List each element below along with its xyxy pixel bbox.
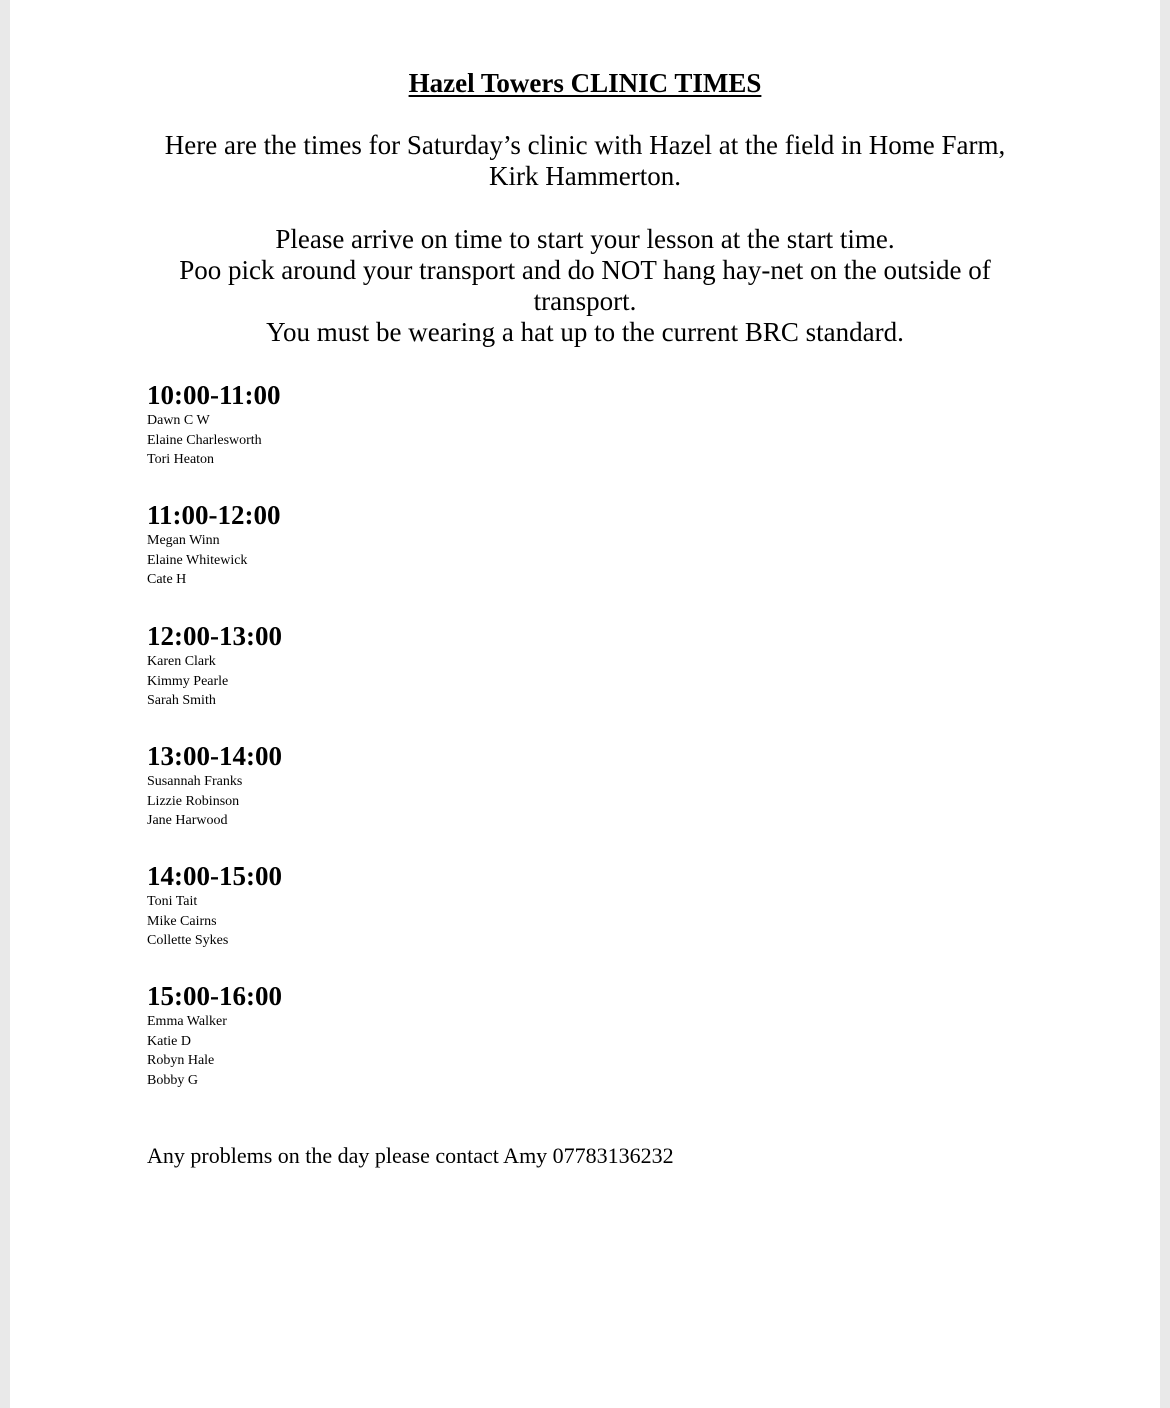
slot-name-list <box>147 772 282 831</box>
slot-name-list <box>147 1012 282 1090</box>
rider-name: Karen Clark <box>147 654 216 669</box>
rider-name: Dawn C W <box>147 413 210 428</box>
slot-name-list <box>147 411 280 470</box>
rider-name: Bobby G <box>147 1072 198 1088</box>
slot-time-heading: 13:00-14:00 <box>147 741 282 771</box>
slot-time-heading: 10:00-11:00 <box>147 380 281 410</box>
rider-name: Robyn Hale <box>147 1053 215 1069</box>
time-slot <box>147 741 282 831</box>
rider-name: Elaine Charlesworth <box>147 432 262 448</box>
intro-line: Here are the times for Saturday’s clinic with Hazel at the field in Home Farm, <box>164 130 1006 160</box>
slot-time-heading: 11:00-12:00 <box>147 500 281 530</box>
document-title: Hazel Towers CLINIC TIMES <box>408 68 762 98</box>
rider-name: Susannah Franks <box>147 774 243 789</box>
rider-name: Mike Cairns <box>147 913 217 929</box>
time-slot <box>147 500 280 590</box>
slot-time-heading: 14:00-15:00 <box>147 861 282 891</box>
rider-name: Tori Heaton <box>147 452 215 468</box>
rider-name: Katie D <box>147 1033 191 1049</box>
slot-name-list <box>147 652 282 711</box>
rider-name: Toni Tait <box>147 894 198 909</box>
intro-line: Kirk Hammerton. <box>489 161 681 191</box>
slot-name-list <box>147 892 282 951</box>
slot-name-list <box>147 531 280 590</box>
rider-name: Lizzie Robinson <box>147 793 240 809</box>
slot-time-heading: 15:00-16:00 <box>147 981 282 1011</box>
rider-name: Sarah Smith <box>147 693 216 709</box>
rules-paragraph <box>0 224 1170 348</box>
contact-line: Any problems on the day please contact Amy 07783136232 <box>147 1143 674 1168</box>
rider-name: Jane Harwood <box>147 813 228 829</box>
rider-name: Emma Walker <box>147 1014 227 1029</box>
intro-paragraph <box>0 130 1170 192</box>
rule-line: transport. <box>533 286 637 316</box>
time-slot <box>147 981 282 1090</box>
time-slot <box>147 380 280 470</box>
slot-time-heading: 12:00-13:00 <box>147 621 282 651</box>
rule-line: Poo pick around your transport and do NOT hang hay-net on the outside of <box>179 255 991 285</box>
rule-line: You must be wearing a hat up to the current BRC standard. <box>266 317 904 347</box>
rule-line: Please arrive on time to start your lesson at the start time. <box>275 224 895 254</box>
rider-name: Kimmy Pearle <box>147 673 229 689</box>
rider-name: Collette Sykes <box>147 933 229 949</box>
rider-name: Elaine Whitewick <box>147 552 248 568</box>
time-slot <box>147 861 282 951</box>
rider-name: Cate H <box>147 572 187 588</box>
rider-name: Megan Winn <box>147 533 220 548</box>
time-slot <box>147 621 282 711</box>
